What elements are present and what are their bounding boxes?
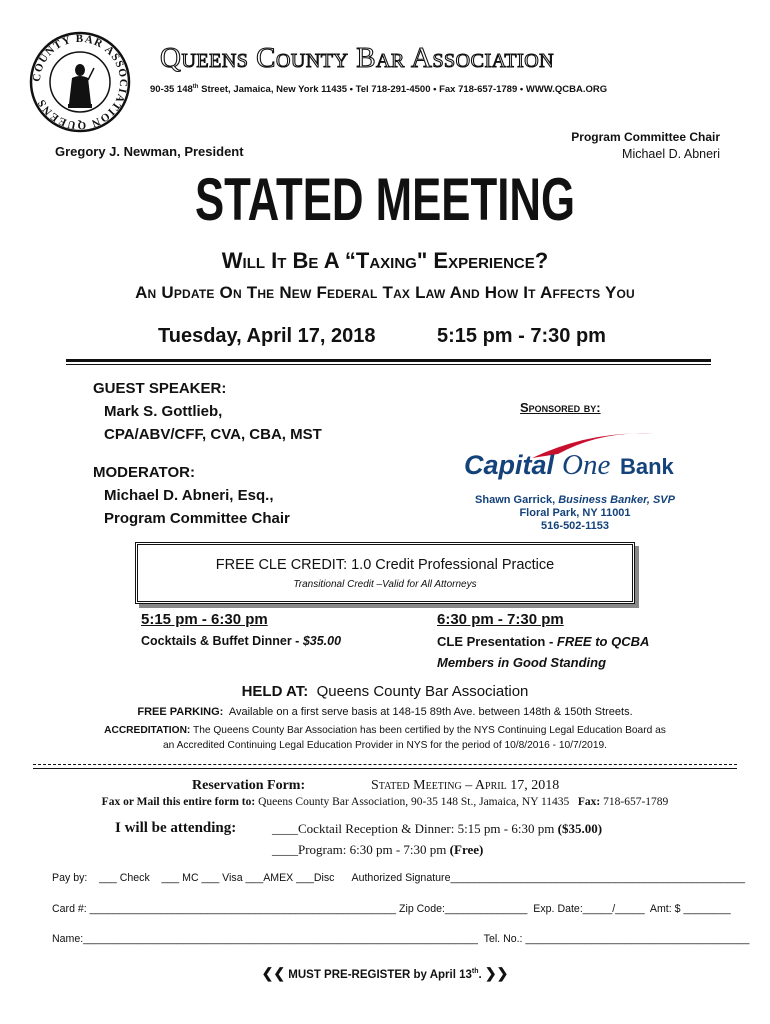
parking-info: FREE PARKING: Available on a first serve basis at 148-15 89th Ave. between 148th & 150th Streets. <box>137 706 633 718</box>
divider-top-thin <box>66 364 711 365</box>
moderator-name: Michael D. Abneri, Esq., <box>104 487 274 504</box>
sponsor-phone: 516-502-1153 <box>541 520 609 532</box>
svg-text:One: One <box>562 449 611 481</box>
moderator-role: Program Committee Chair <box>104 510 290 527</box>
accreditation-info: ACCREDITATION: The Queens County Bar Association has been certified by the NYS Continuing Legal Education Board as an Accredited Continuing Legal Education Provider in NYS for the period of 10/8/2016 - 10/7/2019. <box>104 725 666 751</box>
capital-one-swoosh-icon <box>462 424 692 490</box>
attending-label: I will be attending: <box>115 820 237 836</box>
preregister-notice: ❮❮ MUST PRE-REGISTER by April 13th. ❯❯ <box>261 965 509 981</box>
fax-mail-instructions: Fax or Mail this entire form to: Queens County Bar Association, 90-35 148 St., Jamaica, NY 11435 Fax: 718-657-1789 <box>101 796 669 808</box>
guest-speaker-credentials: CPA/ABV/CFF, CVA, CBA, MST <box>104 426 322 443</box>
president-name: Gregory J. Newman, President <box>55 144 244 159</box>
committee-chair-title: Program Committee Chair <box>571 130 720 144</box>
cle-presentation-members: Members in Good Standing <box>437 655 607 670</box>
svg-text:Capital: Capital <box>464 450 555 480</box>
name-line[interactable]: Name:___________________________________________________________________ Tel. No.: ______________________________________ <box>52 933 750 945</box>
form-divider-bottom <box>33 768 737 769</box>
sponsor-city: Floral Park, NY 11001 <box>519 507 631 519</box>
cle-presentation-desc: CLE Presentation - FREE to QCBA <box>437 634 650 649</box>
subtitle-secondary: An Update On The New Federal Tax Law And How It Affects You <box>135 283 635 302</box>
attend-option-dinner[interactable]: ____Cocktail Reception & Dinner: 5:15 pm - 6:30 pm ($35.00) <box>272 821 603 836</box>
cle-credit-title: FREE CLE CREDIT: 1.0 Credit Professional Practice <box>215 557 555 573</box>
stated-meeting-banner <box>180 158 590 233</box>
event-time: 5:15 pm - 7:30 pm <box>437 325 606 347</box>
cocktail-time: 5:15 pm - 6:30 pm <box>141 611 268 628</box>
header-address: 90-35 148th Street, Jamaica, New York 11435 • Tel 718-291-4500 • Fax 718-657-1789 • WWW.QCBA.ORG <box>150 84 608 96</box>
cle-presentation-time: 6:30 pm - 7:30 pm <box>437 611 564 628</box>
payment-line[interactable]: Pay by: ___ Check ___ MC ___ Visa ___AMEX ___Disc Authorized Signature__________________________________________________ <box>52 872 746 884</box>
event-date: Tuesday, April 17, 2018 <box>158 325 376 347</box>
reservation-form-meeting: Stated Meeting – April 17, 2018 <box>371 778 560 793</box>
guest-speaker-name: Mark S. Gottlieb, <box>104 403 223 420</box>
attend-option-program[interactable]: ____Program: 6:30 pm - 7:30 pm (Free) <box>272 842 484 857</box>
bar-association-seal <box>28 30 132 134</box>
quote-right-icon: ❯❯ <box>484 965 509 981</box>
guest-speaker-heading: GUEST SPEAKER: <box>93 380 227 397</box>
sponsor-contact-name: Shawn Garrick, Business Banker, SVP <box>475 494 675 506</box>
form-divider <box>33 764 737 765</box>
reservation-form-title: Reservation Form: <box>192 778 306 793</box>
sponsor-contact <box>455 494 695 533</box>
cle-credit-note: Transitional Credit –Valid for All Attorneys <box>293 579 477 590</box>
banner-text: STATED MEETING <box>195 166 575 233</box>
quote-left-icon: ❮❮ <box>261 965 286 981</box>
seal-icon <box>28 30 132 134</box>
held-at: HELD AT: Queens County Bar Association <box>241 683 529 700</box>
seal-text: COUNTY BAR ASSOCIATION QUEENS <box>30 32 130 132</box>
organization-name: Queens County Bar Association <box>160 42 555 74</box>
subtitle-main: Will It Be A “Taxing" Experience? <box>221 248 549 273</box>
cle-credit-box <box>135 542 635 604</box>
cocktail-desc: Cocktails & Buffet Dinner - $35.00 <box>141 634 342 648</box>
card-line[interactable]: Card #: ____________________________________________________ Zip Code:______________ Exp. Date:_____/_____ Amt: $ ________ <box>52 903 731 915</box>
divider-top <box>66 359 711 362</box>
sponsored-by-label: Sponsored by: <box>520 400 601 415</box>
capital-one-logo <box>462 424 692 490</box>
committee-chair-name: Michael D. Abneri <box>622 147 720 161</box>
svg-text:Bank: Bank <box>620 454 674 479</box>
moderator-heading: MODERATOR: <box>93 464 195 481</box>
